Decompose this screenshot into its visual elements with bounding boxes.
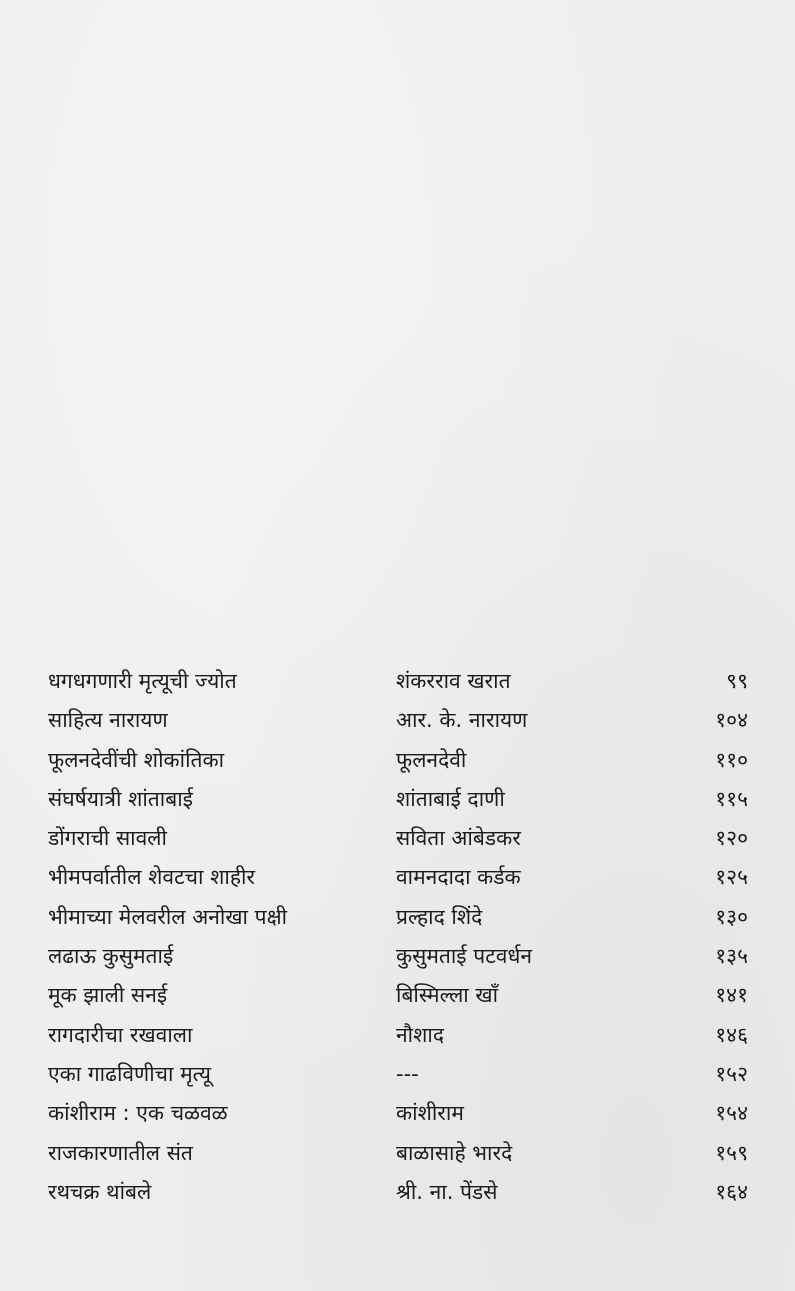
toc-title: एका गाढविणीचा मृत्यू xyxy=(48,1061,211,1086)
toc-page-number: १२० xyxy=(715,826,748,851)
toc-row xyxy=(48,976,748,1015)
toc-title: लढाऊ कुसुमताई xyxy=(48,944,174,969)
toc-row xyxy=(48,1094,748,1133)
toc-page-number: १६४ xyxy=(715,1179,748,1204)
toc-title: संघर्षयात्री शांताबाई xyxy=(48,786,193,811)
toc-page-number: १३० xyxy=(715,904,748,929)
toc-page-number: १५२ xyxy=(715,1061,748,1086)
toc-author: शंकरराव खरात xyxy=(396,669,511,693)
toc-title: रथचक्र थांबले xyxy=(48,1179,152,1204)
toc-row xyxy=(48,780,748,819)
toc-row xyxy=(48,1016,748,1055)
toc-row xyxy=(48,1173,748,1212)
toc-row xyxy=(48,1134,748,1173)
toc-author: सविता आंबेडकर xyxy=(396,826,521,851)
toc-title: डोंगराची सावली xyxy=(48,826,167,851)
toc-author: --- xyxy=(396,1061,419,1086)
toc-title: भीमाच्या मेलवरील अनोखा पक्षी xyxy=(48,904,288,929)
toc-page-number: १४६ xyxy=(715,1022,748,1047)
toc-page-number: ९९ xyxy=(726,669,748,693)
toc-title: साहित्य नारायण xyxy=(48,708,168,733)
toc-row xyxy=(48,858,748,897)
toc-row xyxy=(48,701,748,740)
toc-title: धगधगणारी मृत्यूची ज्योत xyxy=(48,669,237,693)
toc-author: शांताबाई दाणी xyxy=(396,786,505,811)
toc-row xyxy=(48,1055,748,1094)
toc-title: राजकारणातील संत xyxy=(48,1140,193,1165)
toc-row xyxy=(48,898,748,937)
toc-title: फूलनदेवींची शोकांतिका xyxy=(48,747,225,772)
toc-title: कांशीराम : एक चळवळ xyxy=(48,1101,228,1126)
toc-title: रागदारीचा रखवाला xyxy=(48,1022,193,1047)
toc-author: कुसुमताई पटवर्धन xyxy=(396,944,533,969)
toc-page-number: १२५ xyxy=(715,865,748,890)
toc-row xyxy=(48,741,748,780)
toc-author: बाळासाहे भारदे xyxy=(396,1140,513,1165)
toc-author: वामनदादा कर्डक xyxy=(396,865,521,890)
toc-page-number: ११५ xyxy=(715,786,748,811)
toc-author: नौशाद xyxy=(396,1022,444,1047)
toc-author: श्री. ना. पेंडसे xyxy=(396,1179,498,1204)
table-of-contents xyxy=(48,662,748,1212)
toc-page-number: १५९ xyxy=(715,1140,748,1165)
toc-page-number: १५४ xyxy=(715,1101,748,1126)
toc-title: भीमपर्वातील शेवटचा शाहीर xyxy=(48,865,256,890)
toc-author: फूलनदेवी xyxy=(396,747,467,772)
toc-author: प्रल्हाद शिंदे xyxy=(396,904,483,929)
toc-author: आर. के. नारायण xyxy=(396,708,528,733)
toc-title: मूक झाली सनई xyxy=(48,983,168,1008)
toc-page-number: १०४ xyxy=(715,708,748,733)
toc-row xyxy=(48,819,748,858)
toc-row xyxy=(48,662,748,701)
toc-author: कांशीराम xyxy=(396,1101,464,1126)
toc-row xyxy=(48,937,748,976)
toc-page-number: ११० xyxy=(715,747,748,772)
toc-page-number: १४१ xyxy=(715,983,748,1008)
toc-author: बिस्मिल्ला खाँ xyxy=(396,983,499,1008)
toc-page-number: १३५ xyxy=(715,944,748,969)
